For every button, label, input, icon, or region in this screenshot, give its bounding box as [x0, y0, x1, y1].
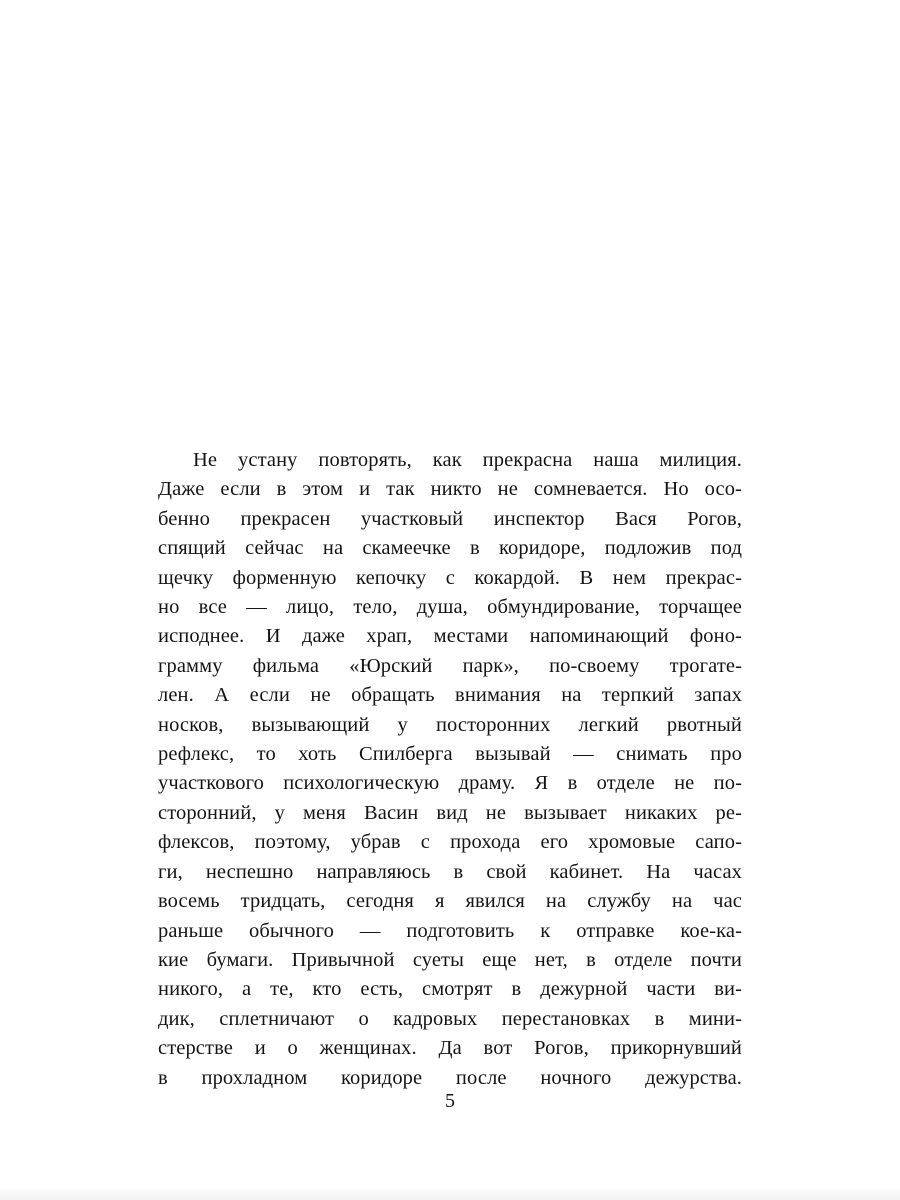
- text-line: ги, неспешно направляюсь в свой кабинет. На часах: [158, 860, 742, 883]
- text-line: раньше обычного — подготовить к отправке кое-ка-: [158, 919, 742, 942]
- text-line: лен. А если не обращать внимания на терпкий запах: [158, 684, 742, 707]
- text-line: носков, вызывающий у посторонних легкий рвотный: [158, 713, 742, 736]
- text-line: участкового психологическую драму. Я в отделе не по-: [158, 772, 742, 795]
- text-line: восемь тридцать, сегодня я явился на службу на час: [158, 890, 742, 913]
- text-line: в прохладном коридоре после ночного дежурства.: [158, 1066, 742, 1089]
- text-line: бенно прекрасен участковый инспектор Вася Рогов,: [158, 507, 742, 530]
- text-line: Не устану повторять, как прекрасна наша милиция.: [193, 449, 742, 471]
- text-line: но все — лицо, тело, душа, обмундирование, торчащее: [158, 596, 742, 619]
- text-line: рефлекс, то хоть Спилберга вызывай — снимать про: [158, 743, 742, 766]
- page-bottom-shading: [0, 1186, 900, 1200]
- page-number: 5: [445, 1090, 455, 1112]
- text-line: флексов, поэтому, убрав с прохода его хромовые сапо-: [158, 831, 742, 854]
- text-line: никого, а те, кто есть, смотрят в дежурной части ви-: [158, 978, 742, 1001]
- text-line: дик, сплетничают о кадровых перестановках в мини-: [158, 1007, 742, 1030]
- text-line: сторонний, у меня Васин вид не вызывает никаких ре-: [158, 801, 742, 824]
- text-line: грамму фильма «Юрский парк», по-своему трогате-: [158, 654, 742, 677]
- text-line: спящий сейчас на скамеечке в коридоре, подложив под: [158, 537, 742, 560]
- body-text-block: [158, 446, 742, 1093]
- text-line: Даже если в этом и так никто не сомневается. Но осо-: [158, 478, 742, 501]
- text-line: кие бумаги. Привычной суеты еще нет, в отделе почти: [158, 948, 742, 971]
- text-line: стерстве и о женщинах. Да вот Рогов, прикорнувший: [158, 1037, 742, 1060]
- text-line: щечку форменную кепочку с кокардой. В нем прекрас-: [158, 566, 742, 589]
- text-line: исподнее. И даже храп, местами напоминающий фоно-: [158, 625, 742, 648]
